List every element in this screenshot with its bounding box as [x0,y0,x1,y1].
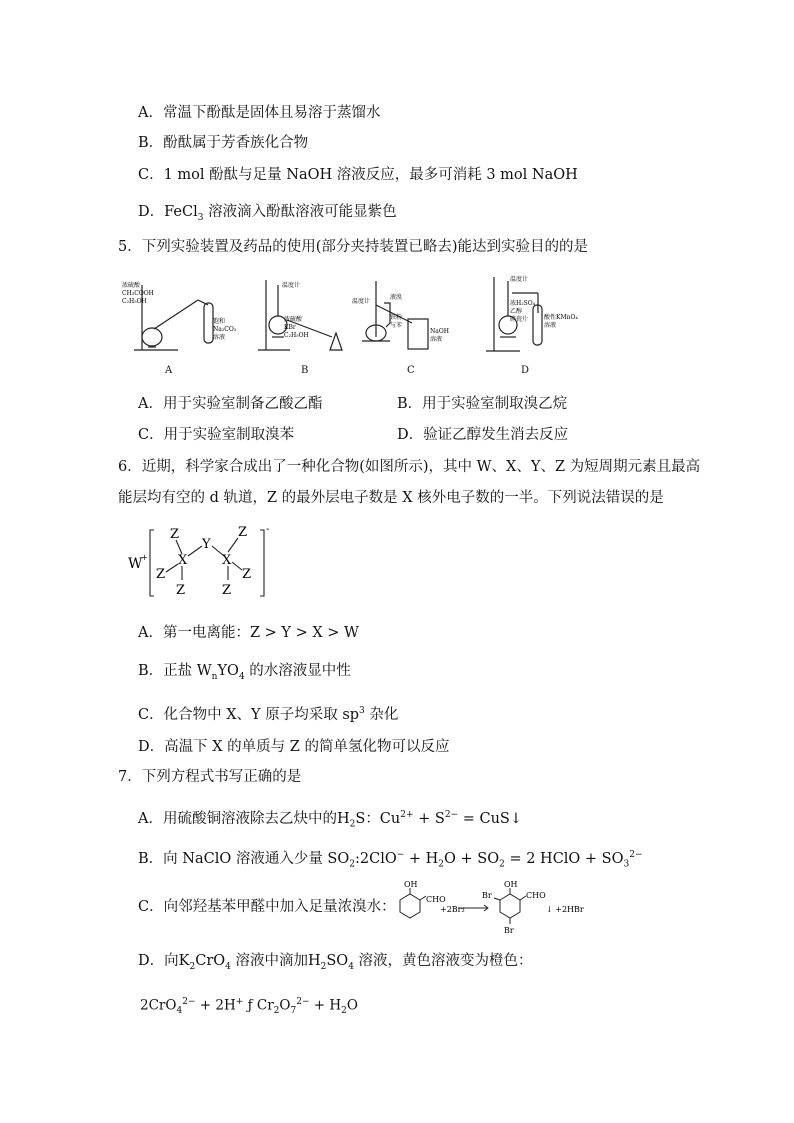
q7-d-mid: 溶液中滴加 [230,953,308,969]
apparatus-c-label-2: 液溴 [390,294,403,301]
q6-c-prefix: C．化合物中 X、Y 原子均采取 sp [138,706,360,723]
q6-cation-w: W [128,556,143,572]
apparatus-b-label-2: 浓硫酸 [284,316,303,323]
q7-option-b [138,846,643,874]
apparatus-c-label-3: 铁粉 [390,314,403,321]
q4-option-c: C．1 mol 酚酞与足量 NaOH 溶液反应，最多可消耗 3 mol NaOH [138,167,578,183]
q7-a-eq: ：Cu [365,810,401,827]
q4-option-d [138,203,397,227]
apparatus-c-caption: C [407,365,415,376]
apparatus-c-label-5: NaOH [430,328,449,335]
q4-d-post: 溶液滴入酚酞溶液可能显紫色 [203,204,397,220]
apparatus-d-label-4: 碎瓷片 [510,316,529,323]
apparatus-a-figure [120,275,237,355]
q6-option-a: A．第一电离能：Z > Y > X > W [138,625,359,641]
q6-b-4: 4 [238,671,245,682]
q5-stem: 5．下列实验装置及药品的使用(部分夹持装置已略去)能达到实验目的的是 [118,239,589,255]
q7-d-eq-3-sub: 2 [273,1006,280,1017]
apparatus-d-label-5: 酸性KMnO₄ [544,314,578,321]
q6-b-w: W [196,663,212,679]
q6-atom-x-2: X [222,553,232,568]
apparatus-a-label-1: 浓硫酸 [122,282,141,289]
apparatus-c-label-4: 与苯 [390,322,403,329]
q7-a-h: H [336,810,350,827]
q7-c-byproduct: ↓ +2HBr [546,905,584,914]
q5-option-a: A．用于实验室制备乙酸乙酯 [138,396,323,412]
apparatus-d-label-2: 浓H₂SO₄ [510,300,536,307]
q7-d-eq-6: O [346,997,358,1014]
q7-d-eq-1-sup: 2− [182,997,196,1007]
q7-c-reactant-cho: CHO [426,895,446,904]
apparatus-a-label-4: 饱和 [213,318,226,325]
q7-option-d [138,952,533,976]
q6-atom-x-1: X [178,553,188,568]
q4-d-sub: 3 [197,212,204,223]
q6-cation-charge: + [141,553,148,562]
q6-c-post: 杂化 [364,706,399,723]
q7-b-sup1: − [396,850,405,860]
q7-b-sub1: 2 [349,859,355,870]
q7-c-br-1: Br [482,891,492,900]
apparatus-a-caption: A [165,365,173,376]
q7-b-sub4: 3 [623,859,630,870]
q6-atom-z-6: Z [222,583,232,598]
q6-stem-line-1: 6．近期，科学家合成出了一种化合物(如图所示)，其中 W、X、Y、Z 为短周期元素且最高 [118,459,701,475]
q7-a-s-sup: 2− [444,810,459,820]
q6-b-n: n [211,671,218,682]
q7-b-mid2: O + SO [444,850,500,867]
apparatus-d-figure [480,273,590,355]
apparatus-b-label-3: KBr [284,324,296,331]
q7-d-eq-5: + H [309,997,342,1014]
q7-c-br-2: Br [504,926,514,935]
apparatus-d-label-1: 温度计 [510,276,529,283]
q7-c-product-oh: OH [504,880,518,889]
q7-d-prefix: D．向 [138,953,179,969]
q7-d-eq-1-sub: 4 [176,1006,183,1017]
q7-d-k: K [178,953,190,969]
q4-d-formula: FeCl [164,204,198,220]
q6-stem-line-2: 能层均有空的 d 轨道，Z 的最外层电子数是 X 核外电子数的一半。下列说法错误的是 [118,490,664,506]
q7-d-h-sub: 2 [320,961,327,972]
q7-d-cr-sub: 4 [225,961,231,972]
apparatus-b-label-4: C₂H₅OH [284,332,309,339]
apparatus-b-figure [250,275,360,355]
q7-a-plus: + S [413,810,445,827]
q7-d-eq-4: O [279,997,291,1014]
q7-d-eq-4-sup: 2− [296,997,310,1007]
apparatus-b-caption: B [301,365,309,376]
q7-c-reaction-figure [388,878,588,936]
q5-option-b: B．用于实验室制取溴乙烷 [397,396,568,412]
q6-atom-z-1: Z [170,527,180,542]
apparatus-d-caption: D [521,365,530,376]
q7-d-eq-4-sub: 7 [290,1006,297,1017]
apparatus-d-label-3: 乙醇 [510,308,523,315]
q7-option-a [138,806,522,834]
q4-option-b: B．酚酞属于芳香族化合物 [138,135,309,151]
q4-option-a: A．常温下酚酞是固体且易溶于蒸馏水 [138,105,381,121]
q6-atom-z-4: Z [238,525,248,540]
q7-a-s: S [355,810,366,827]
q7-d-equation [140,993,358,1020]
q6-b-yo: YO [217,663,239,679]
q6-anion-charge: - [266,524,270,535]
q7-a-prefix: A．用硫酸铜溶液除去乙炔中的 [138,810,337,827]
q7-d-eq-1: 2CrO [140,997,177,1014]
q7-d-eq-3: ƒ Cr [243,997,274,1014]
q7-b-mid: + H [404,850,439,867]
q7-a-h-sub: 2 [349,819,356,830]
q7-c-product-cho: CHO [526,891,546,900]
q7-option-c: C．向邻羟基苯甲醛中加入足量浓溴水： [138,899,396,915]
q7-b-prefix: B．向 NaClO 溶液通入少量 SO [138,850,350,867]
apparatus-c-label-6: 溶液 [430,336,443,343]
q7-b-mid3: = 2 HClO + SO [504,850,624,867]
q6-b-prefix: B．正盐 [138,663,197,679]
q7-d-so-sub: 4 [348,961,354,972]
q7-d-k-sub: 2 [189,961,196,972]
apparatus-c-label-1: 温度计 [352,298,371,305]
q5-option-d: D．验证乙醇发生消去反应 [397,427,569,443]
q7-d-eq-2: + 2H [195,997,236,1014]
q6-atom-y: Y [202,537,211,552]
q6-c-sup: 3 [359,706,365,716]
q7-d-cr: CrO [195,953,226,969]
apparatus-a-label-5: Na₂CO₃ [213,326,237,333]
apparatus-a-label-3: C₂H₅OH [122,298,147,305]
q7-d-eq-2-sup: + [235,997,244,1007]
q6-option-c [138,702,398,724]
q5-option-c: C．用于实验室制取溴苯 [138,427,295,443]
q7-c-reagent: +2Br₂ [440,905,465,914]
q7-stem: 7．下列方程式书写正确的是 [118,769,302,785]
q7-a-rest: = CuS↓ [458,810,523,827]
q6-atom-z-3: Z [176,583,186,598]
q6-option-b [138,662,351,686]
apparatus-d-label-6: 溶液 [544,322,557,329]
q7-d-so: SO [326,953,349,969]
q7-c-reactant-oh: OH [404,880,418,889]
q7-b-sup4: 2− [629,850,643,860]
apparatus-a-label-6: 溶液 [213,334,226,341]
apparatus-b-label-1: 温度计 [282,282,301,289]
apparatus-a-label-2: CH₃COOH [122,290,154,297]
q7-b-sub2: 2 [438,859,445,870]
q7-b-eq: :2ClO [355,850,397,867]
q7-d-post: 溶液，黄色溶液变为橙色： [353,953,533,969]
q7-d-h: H [307,953,321,969]
q6-structure-figure [128,522,278,602]
q7-d-eq-5-sub: 2 [341,1006,347,1017]
q6-option-d: D．高温下 X 的单质与 Z 的简单氢化物可以反应 [138,739,450,755]
apparatus-c-figure [350,275,465,355]
q6-b-post: 的水溶液显中性 [244,663,351,679]
q7-b-sub3: 2 [499,859,505,870]
q6-atom-z-2: Z [156,567,166,582]
q4-d-prefix: D． [138,204,165,220]
q6-atom-z-5: Z [242,567,252,582]
q7-a-cu-sup: 2+ [400,810,414,820]
